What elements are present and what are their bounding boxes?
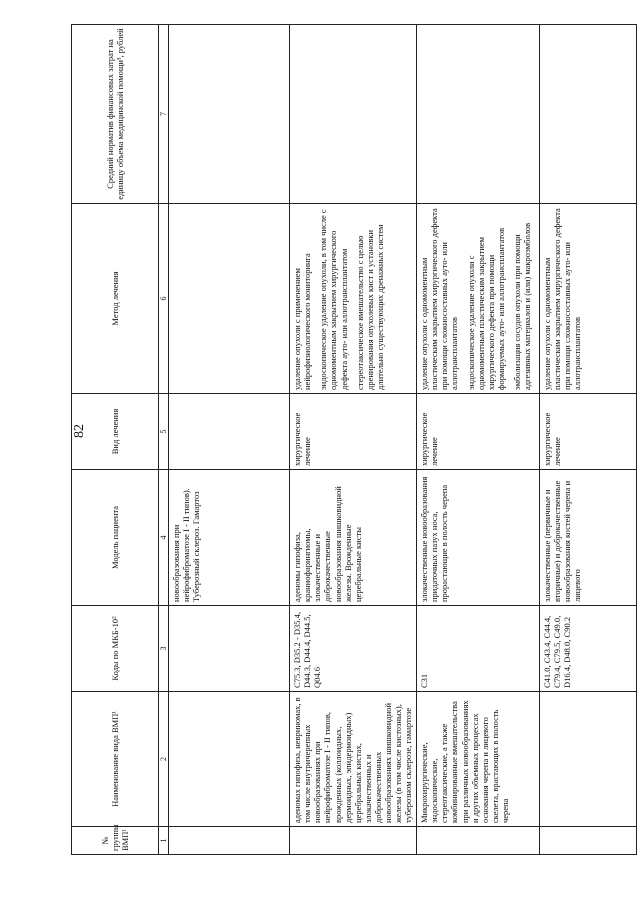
cell-treatment: хирургическое лечение [540, 394, 637, 470]
table-row [290, 25, 417, 855]
cell-codes: C41.0, C43.4, C44.4, C79.4, C79.5, C49.0, D16.4, D48.0, C90.2 [540, 606, 637, 692]
column-number: 2 [159, 692, 169, 827]
cell-group [540, 827, 637, 855]
cell-cost [417, 25, 540, 204]
cell-method [290, 204, 417, 394]
column-number: 5 [159, 394, 169, 470]
vmp-table [71, 24, 637, 855]
cell-method [540, 204, 637, 394]
column-number: 3 [159, 606, 169, 692]
column-number: 6 [159, 204, 169, 394]
cell-treatment: хирургическое лечение [290, 394, 417, 470]
cell-name: аденомах гипофиза, невриномах, в том числе внутричерепных новообразованиях при нейрофиброматозе I - II типов, врожденных (коллоидных, дермоидных, эпидермоидных) церебральных кистах, злокачественных и доброкачественных новообразованиях шишковидной железы (в том числе кистозных), туберозном склерозе, гамартозе [290, 692, 417, 827]
cell-model: аденомы гипофиза, краниофарингиомы, злокачественные и доброкачественные новообразования шишковидной железы. Врожденные церебральные кисты [290, 470, 417, 606]
cell-codes: C31 [417, 606, 540, 692]
method-item: эндоскопическое удаление опухоли, в том числе с одномоментным закрытием хирургического дефекта ауто- или аллотрансплантатом [318, 209, 349, 390]
method-item: удаление опухоли с применением нейрофизиологического мониторинга [292, 253, 313, 390]
cell-model: злокачественные (первичные и вторичные) и доброкачественные новообразования костей черепа и лицевого [540, 470, 637, 606]
header-method: Метод лечения [72, 204, 159, 394]
column-number: 7 [159, 25, 169, 204]
method-item: стереотаксическое вмешательство с целью дренирования опухолевых кист и установки длительно существующих дренажных систем [354, 224, 385, 390]
method-item: эмболизация сосудов опухоли при помощи адгезивных материалов и (или) макроэмболов [511, 222, 532, 390]
cell-model: новообразования при нейрофиброматозе I - II типов). Туберозный склероз. Гамартоз [169, 470, 290, 606]
table-header-row [72, 25, 159, 855]
page-number: 82 [72, 424, 87, 438]
table-row [540, 25, 637, 855]
method-item: удаление опухоли с одномоментным пластическим закрытием хирургического дефекта при помощи сложносоставных ауто- или аллотрансплантатов [542, 208, 583, 390]
cell-treatment [169, 394, 290, 470]
rotated-table-container [71, 25, 631, 855]
cell-group [417, 827, 540, 855]
header-codes: Коды по МКБ-10² [72, 606, 159, 692]
column-number: 1 [159, 827, 169, 855]
cell-codes: C75.3, D35.2 - D35.4, D44.3, D44.4, D44.5, Q04.6 [290, 606, 417, 692]
header-model: Модель пациента [72, 470, 159, 606]
table-row [169, 25, 290, 855]
cell-name [169, 692, 290, 827]
cell-group [169, 827, 290, 855]
table-row [417, 25, 540, 855]
method-item: удаление опухоли с одномоментным пластическим закрытием хирургического дефекта при помощи сложносоставных ауто- или аллотрансплантатов [419, 208, 460, 390]
header-cost: Средний норматив финансовых затрат на единицу объема медицинской помощи³, рублей [72, 25, 159, 204]
cell-name: Микрохирургические, эндоскопические, стереотаксические, а также комбинированные вмешательства при различных новообразованиях и других объемных процессах основания черепа и лицевого скелета, врастающих в полость черепа [417, 692, 540, 827]
cell-cost [290, 25, 417, 204]
cell-treatment: хирургическое лечение [417, 394, 540, 470]
cell-method [417, 204, 540, 394]
header-name: Наименование вида ВМП¹ [72, 692, 159, 827]
column-number-row [159, 25, 169, 855]
cell-group [290, 827, 417, 855]
cell-name [540, 692, 637, 827]
cell-model: злокачественные новообразования придаточных пазух носа, прорастающие в полость черепа [417, 470, 540, 606]
cell-cost [169, 25, 290, 204]
cell-cost [540, 25, 637, 204]
method-item: эндоскопическое удаление опухоли с одномоментным пластическим закрытием хирургического дефекта при помощи формируемых ауто- или аллотрансплантатов [465, 227, 506, 390]
column-number: 4 [159, 470, 169, 606]
header-treatment: Вид лечения [72, 394, 159, 470]
cell-method [169, 204, 290, 394]
header-group: № группы ВМП¹ [72, 827, 159, 855]
cell-codes [169, 606, 290, 692]
